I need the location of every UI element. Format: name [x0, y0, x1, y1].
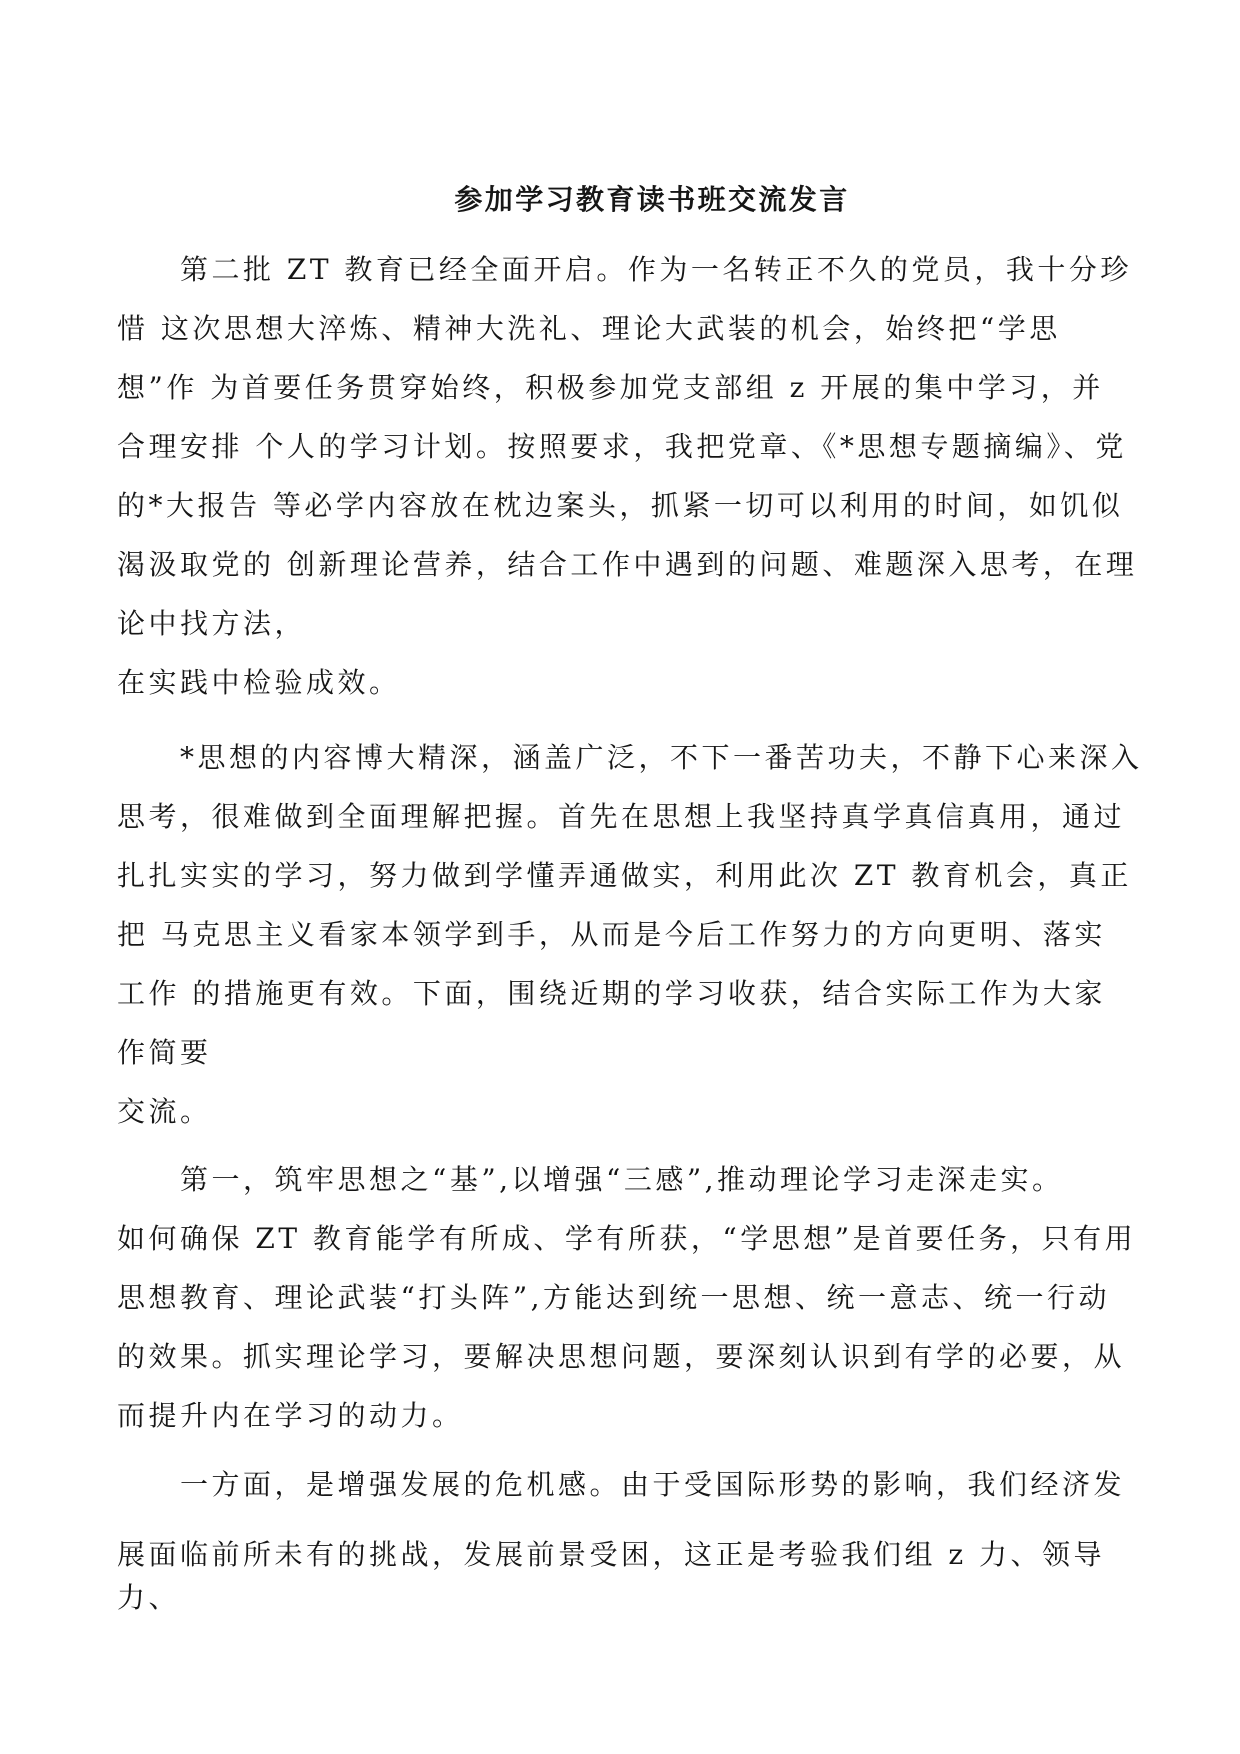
paragraph-line: 渴汲取党的 创新理论营养，结合工作中遇到的问题、难题深入思考，在理: [117, 548, 1138, 581]
paragraph-line: 惜 这次思想大淬炼、精神大洗礼、理论大武装的机会，始终把“学思: [117, 312, 1061, 345]
paragraph-line: 的*大报告 等必学内容放在枕边案头，抓紧一切可以利用的时间，如饥似: [117, 489, 1124, 522]
paragraph-line: 想”作 为首要任务贯穿始终，积极参加党支部组 z 开展的集中学习，并: [117, 371, 1104, 404]
paragraph-line: 思考，很难做到全面理解把握。首先在思想上我坚持真学真信真用，通过: [117, 800, 1126, 833]
paragraph-line: 力、: [117, 1581, 181, 1614]
paragraph-line: 而提升内在学习的动力。: [117, 1399, 464, 1432]
paragraph-line: 的效果。抓实理论学习，要解决思想问题，要深刻认识到有学的必要，从: [117, 1340, 1126, 1373]
paragraph-line: 扎扎实实的学习，努力做到学懂弄通做实，利用此次 ZT 教育机会，真正: [117, 859, 1132, 892]
paragraph-line: *思想的内容博大精深，涵盖广泛，不下一番苦功夫，不静下心来深入: [180, 741, 1143, 774]
paragraph-line: 一方面，是增强发展的危机感。由于受国际形势的影响，我们经济发: [180, 1468, 1126, 1501]
paragraph-2: [117, 728, 1217, 1141]
paragraph-1: [117, 240, 1217, 712]
paragraph-line: 第一，筑牢思想之“基”,以增强“三感”,推动理论学习走深走实。: [180, 1163, 1064, 1196]
paragraph-4: [117, 1455, 1217, 1627]
paragraph-line: 思想教育、理论武装“打头阵”,方能达到统一思想、统一意志、统一行动: [117, 1281, 1111, 1314]
paragraph-line: 交流。: [117, 1095, 212, 1128]
paragraph-line: 作简要: [117, 1036, 212, 1069]
paragraph-line: 展面临前所未有的挑战，发展前景受困，这正是考验我们组 z 力、领导: [117, 1538, 1106, 1571]
paragraph-line: 在实践中检验成效。: [117, 666, 401, 699]
paragraph-line: 如何确保 ZT 教育能学有所成、学有所获，“学思想”是首要任务，只有用: [117, 1222, 1137, 1255]
paragraph-line: 论中找方法，: [117, 607, 307, 640]
paragraph-line: 第二批 ZT 教育已经全面开启。作为一名转正不久的党员，我十分珍: [180, 253, 1132, 286]
paragraph-line: 工作 的措施更有效。下面，围绕近期的学习收获，结合实际工作为大家: [117, 977, 1106, 1010]
paragraph-line: 把 马克思主义看家本领学到手，从而是今后工作努力的方向更明、落实: [117, 918, 1106, 951]
paragraph-line: 合理安排 个人的学习计划。按照要求，我把党章、《*思想专题摘编》、党: [117, 430, 1127, 463]
paragraph-3: [117, 1150, 1217, 1445]
document-title: 参加学习教育读书班交流发言: [454, 183, 850, 216]
